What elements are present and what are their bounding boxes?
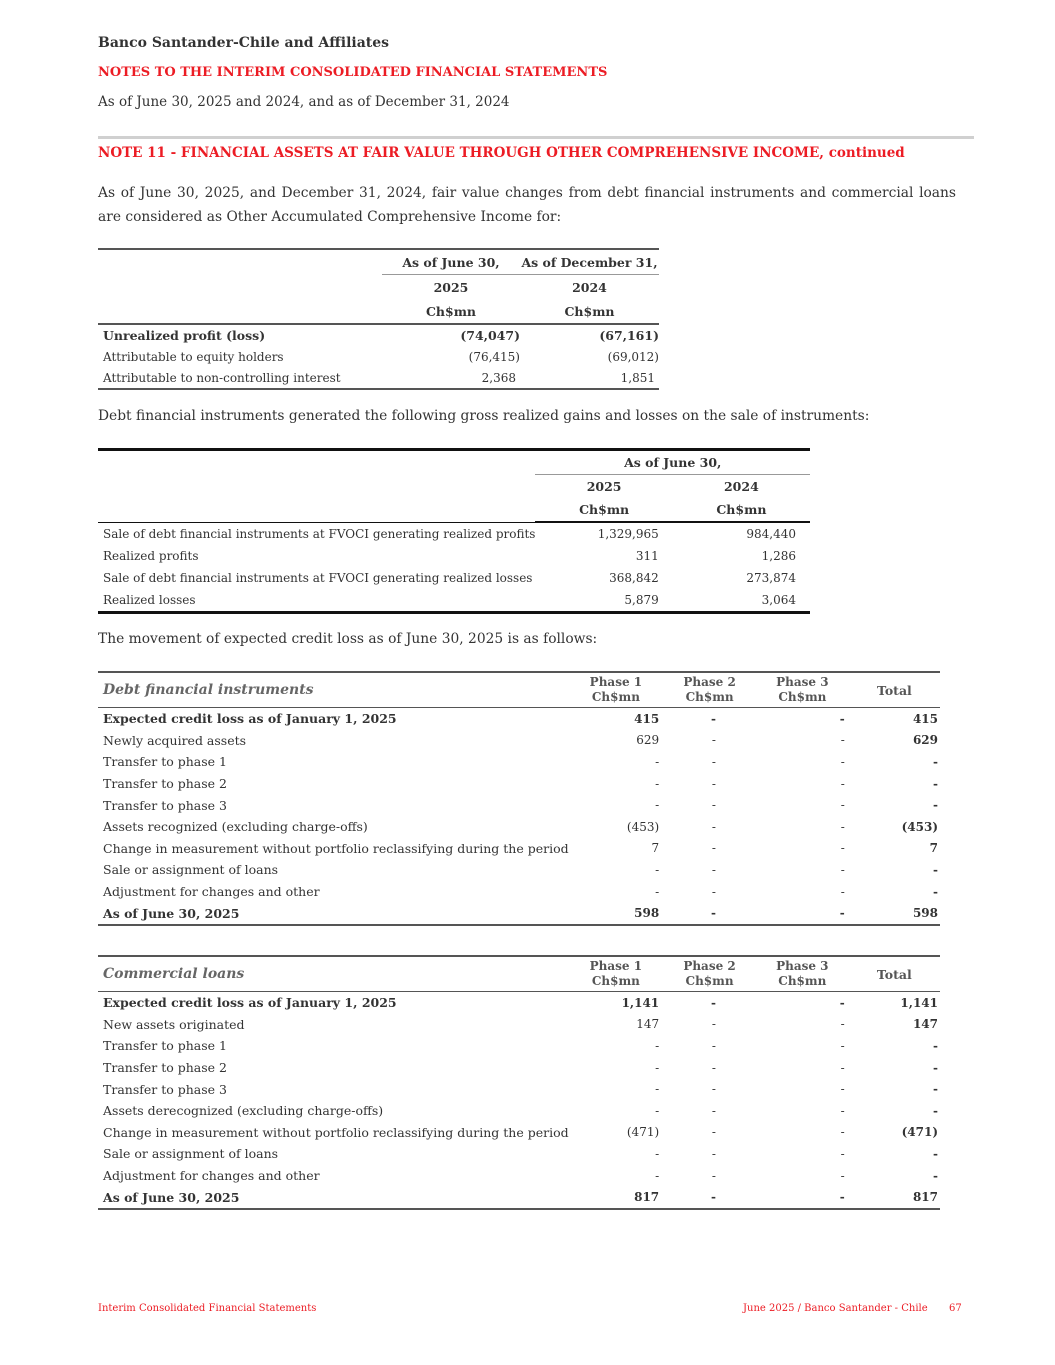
row-value: 368,842 (609, 571, 659, 585)
table-row (98, 589, 810, 613)
phase-2-value: - (711, 884, 716, 899)
total-value: - (933, 1060, 938, 1075)
phase-2-value: - (711, 1103, 716, 1118)
phase-2-value: - (711, 1146, 716, 1161)
table-row (98, 859, 940, 881)
row-label: Adjustment for changes and other (103, 1168, 320, 1184)
row-value: 1,851 (620, 370, 655, 385)
row-value: 1,286 (761, 549, 796, 563)
phase-2-value: - (711, 754, 716, 769)
total-value: 7 (929, 841, 938, 856)
phase-3-value: - (840, 1060, 845, 1075)
table-row (98, 1014, 940, 1036)
row-value: 311 (635, 549, 659, 563)
phase-2-header: Phase 2 Ch$mn (663, 956, 756, 992)
phase-1-value: - (655, 1082, 660, 1097)
row-value: (69,012) (607, 349, 659, 364)
phase-3-value: - (839, 906, 845, 921)
total-value: - (933, 884, 938, 899)
unit-label: Ch$mn (425, 303, 477, 319)
total-value: - (933, 1168, 938, 1183)
row-value: 3,064 (761, 593, 796, 607)
section-title: Debt financial instruments (98, 672, 569, 708)
phase-3-value: - (840, 819, 845, 834)
phase-3-value: - (840, 1038, 845, 1053)
unrealized-profit-table (98, 248, 659, 390)
table-row (98, 324, 659, 346)
table-row (98, 730, 940, 752)
row-label: Sale or assignment of loans (103, 862, 279, 878)
table-row (98, 1186, 940, 1209)
phase-1-value: 598 (634, 906, 660, 921)
total-value: 1,141 (900, 995, 938, 1010)
table-row (98, 794, 940, 816)
row-value: 273,874 (746, 571, 796, 585)
phase-2-value: - (711, 711, 716, 726)
phase-1-value: - (655, 884, 660, 899)
phase-2-value: - (711, 1038, 716, 1053)
row-label: Realized losses (103, 593, 196, 607)
table-row (98, 1122, 940, 1144)
period-subtitle: As of June 30, 2025 and 2024, and as of December 31, 2024 (98, 94, 510, 110)
phase-3-value: - (840, 1082, 845, 1097)
table-row (98, 881, 940, 903)
phase-3-value: - (840, 1125, 845, 1140)
table-row (98, 816, 940, 838)
row-label: Transfer to phase 1 (103, 754, 227, 770)
phase-2-value: - (711, 1082, 716, 1097)
total-value: 147 (912, 1017, 938, 1032)
phase-1-value: - (655, 798, 660, 813)
note-title: NOTE 11 - FINANCIAL ASSETS AT FAIR VALUE THROUGH OTHER COMPREHENSIVE INCOME, continued (98, 145, 905, 161)
row-label: Attributable to non-controlling interest (103, 370, 341, 385)
phase-2-value: - (711, 1060, 716, 1075)
phase-2-header: Phase 2 Ch$mn (663, 672, 756, 708)
phase-3-value: - (840, 1103, 845, 1118)
phase-3-value: - (840, 1017, 845, 1032)
table-row (98, 838, 940, 860)
phase-1-value: 817 (634, 1190, 660, 1205)
phase-3-value: - (839, 711, 845, 726)
unit-label: Ch$mn (564, 303, 615, 319)
total-value: - (933, 798, 938, 813)
phase-3-value: - (840, 798, 845, 813)
intro-paragraph: As of June 30, 2025, and December 31, 2024, fair value changes from debt financial instruments and commercial loans are considered as Other Accumulated Comprehensive Income for: (98, 185, 956, 225)
row-value: 984,440 (746, 527, 796, 541)
table-row (98, 367, 659, 389)
row-value: 5,879 (624, 593, 659, 607)
phase-2-value: - (711, 1017, 716, 1032)
table-row (98, 751, 940, 773)
total-value: - (933, 776, 938, 791)
phase-3-value: - (840, 862, 845, 877)
total-value: - (933, 1038, 938, 1053)
phase-1-header: Phase 1 Ch$mn (569, 956, 664, 992)
col-header-june: As of June 30, (382, 249, 520, 275)
phase-1-value: 1,141 (621, 995, 660, 1010)
table-row (98, 567, 810, 589)
table-row (98, 1057, 940, 1079)
table-row (98, 1165, 940, 1187)
page-number: 67 (949, 1303, 962, 1314)
row-label: Realized profits (103, 549, 199, 563)
table-row (98, 992, 940, 1014)
phase-3-header: Phase 3 Ch$mn (756, 956, 849, 992)
phase-3-value: - (840, 841, 845, 856)
ecl-commercial-loans-table (98, 955, 940, 1210)
total-value: - (933, 1082, 938, 1097)
row-label: Transfer to phase 2 (103, 1060, 227, 1076)
unit-label: Ch$mn (535, 498, 672, 522)
phase-1-value: 629 (636, 733, 660, 748)
ecl-debt-instruments-table (98, 671, 940, 926)
phase-3-value: - (840, 1146, 845, 1161)
notes-title: NOTES TO THE INTERIM CONSOLIDATED FINANCIAL STATEMENTS (98, 65, 608, 80)
year-2025: 2025 (433, 279, 469, 295)
phase-1-value: - (655, 1060, 660, 1075)
row-label: Change in measurement without portfolio reclassifying during the period (103, 840, 569, 856)
phase-1-header: Phase 1 Ch$mn (569, 672, 664, 708)
phase-1-value: - (655, 862, 660, 877)
row-value: (76,415) (468, 349, 520, 364)
total-value: - (933, 1146, 938, 1161)
row-label: Transfer to phase 3 (103, 797, 227, 813)
row-label: Transfer to phase 2 (103, 776, 227, 792)
table-row (98, 773, 940, 795)
phase-2-value: - (710, 995, 716, 1010)
phase-1-value: - (655, 754, 660, 769)
row-value: (67,161) (599, 328, 659, 343)
header-divider (98, 136, 974, 139)
total-value: 598 (912, 906, 938, 921)
row-label: Sale of debt financial instruments at FVOCI generating realized profits (98, 522, 535, 545)
row-label: Transfer to phase 1 (103, 1038, 227, 1054)
row-value: 1,329,965 (597, 527, 659, 541)
row-label: Sale or assignment of loans (103, 1146, 279, 1162)
phase-2-value: - (711, 862, 716, 877)
phase-2-value: - (711, 1168, 716, 1183)
total-value: - (933, 1103, 938, 1118)
row-label: Adjustment for changes and other (103, 884, 320, 900)
phase-1-value: - (655, 776, 660, 791)
phase-3-value: - (840, 1168, 845, 1183)
table-row (98, 346, 659, 367)
phase-3-value: - (839, 995, 845, 1010)
total-header: Total (849, 672, 940, 708)
row-label: New assets originated (103, 1016, 245, 1032)
year-2025: 2025 (586, 479, 622, 494)
realized-gains-table (98, 448, 810, 614)
year-2024: 2024 (572, 279, 607, 295)
table-row (98, 902, 940, 925)
total-value: 415 (912, 711, 938, 726)
row-label: Assets recognized (excluding charge-offs) (103, 819, 368, 835)
row-label: Sale of debt financial instruments at FVOCI generating realized losses (103, 571, 533, 585)
phase-2-value: - (711, 1125, 716, 1140)
phase-2-value: - (711, 841, 716, 856)
footer-document-title: Interim Consolidated Financial Statements (98, 1303, 317, 1314)
phase-1-value: 147 (636, 1017, 660, 1032)
footer-report-period: June 2025 / Banco Santander - Chile (743, 1303, 928, 1314)
row-label: Newly acquired assets (103, 732, 247, 748)
table-row (98, 1143, 940, 1165)
phase-1-value: 415 (634, 711, 660, 726)
row-label: Attributable to equity holders (103, 349, 284, 364)
total-header: Total (849, 956, 940, 992)
unit-label: Ch$mn (673, 498, 810, 522)
phase-1-value: - (655, 1146, 660, 1161)
row-label: Expected credit loss as of January 1, 2025 (103, 995, 397, 1011)
phase-3-value: - (840, 754, 845, 769)
row-label: Change in measurement without portfolio reclassifying during the period (103, 1124, 569, 1140)
table-row (98, 522, 810, 545)
row-value: 2,368 (481, 370, 516, 385)
section-title: Commercial loans (98, 956, 569, 992)
row-label: As of June 30, 2025 (103, 1189, 240, 1205)
table-row (98, 1035, 940, 1057)
phase-1-value: - (655, 1103, 660, 1118)
phase-1-value: - (655, 1168, 660, 1183)
total-value: (453) (901, 819, 938, 834)
row-label: As of June 30, 2025 (103, 905, 240, 921)
phase-3-value: - (840, 733, 845, 748)
table-row (98, 545, 810, 567)
phase-2-value: - (711, 733, 716, 748)
row-value: (74,047) (460, 328, 520, 343)
row-label: Assets derecognized (excluding charge-offs) (103, 1103, 384, 1119)
col-header-december: As of December 31, (520, 249, 659, 275)
phase-2-value: - (711, 906, 716, 921)
total-value: 629 (912, 733, 938, 748)
row-label: Expected credit loss as of January 1, 2025 (103, 711, 397, 727)
phase-2-value: - (711, 798, 716, 813)
phase-3-value: - (839, 1190, 845, 1205)
phase-3-value: - (840, 776, 845, 791)
phase-1-value: (471) (626, 1125, 660, 1140)
total-value: (471) (901, 1125, 938, 1140)
phase-3-value: - (840, 884, 845, 899)
paragraph-ecl: The movement of expected credit loss as of June 30, 2025 is as follows: (98, 631, 598, 647)
total-value: - (933, 754, 938, 769)
company-name: Banco Santander-Chile and Affiliates (98, 35, 390, 51)
table-row (98, 1100, 940, 1122)
paragraph-realized: Debt financial instruments generated the following gross realized gains and losses on the sale of instruments: (98, 408, 870, 424)
phase-2-value: - (710, 1190, 716, 1205)
phase-1-value: 7 (651, 841, 660, 856)
phase-2-value: - (711, 776, 716, 791)
phase-1-value: - (655, 1038, 660, 1053)
total-value: - (933, 862, 938, 877)
phase-3-header: Phase 3 Ch$mn (756, 672, 849, 708)
col-header-june: As of June 30, (535, 450, 810, 475)
phase-1-value: (453) (626, 819, 660, 834)
year-2024: 2024 (723, 479, 759, 494)
table-row (98, 708, 940, 730)
row-label: Unrealized profit (loss) (103, 328, 266, 343)
table-row (98, 1078, 940, 1100)
phase-2-value: - (711, 819, 716, 834)
total-value: 817 (912, 1190, 938, 1205)
row-label: Transfer to phase 3 (103, 1081, 227, 1097)
